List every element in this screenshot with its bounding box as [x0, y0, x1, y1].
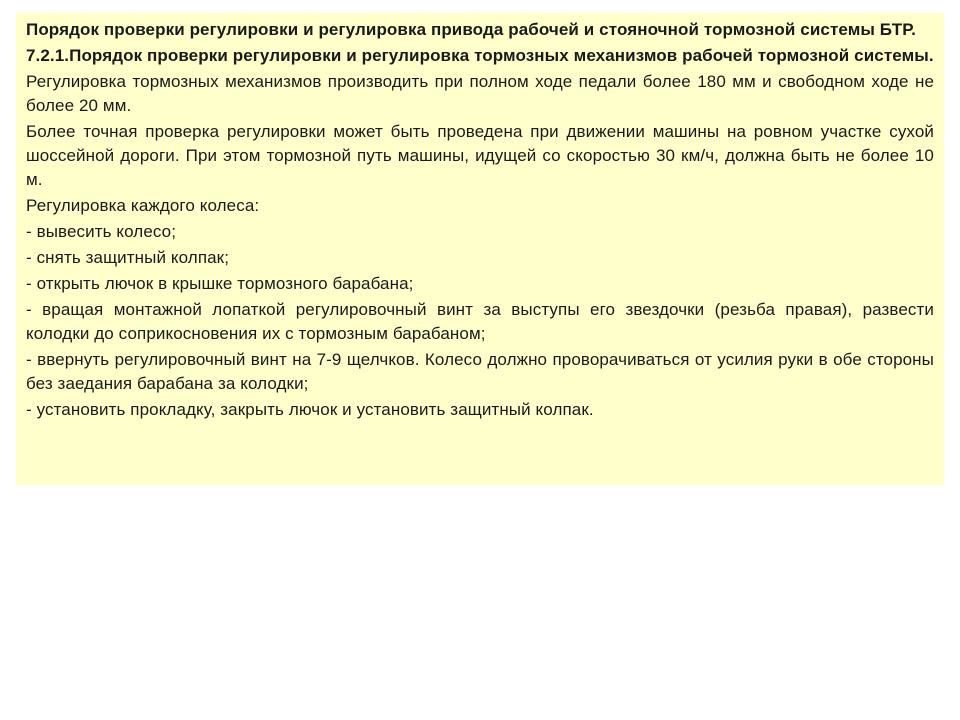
- list-item: - открыть лючок в крышке тормозного барабана;: [26, 274, 414, 293]
- text-box: [16, 13, 944, 485]
- paragraph-road-check: Более точная проверка регулировки может быть проведена при движении машины на ровном участке сухой шоссейной дороги. При этом тормозной путь машины, идущей со скоростью 30 км/ч, должна быть не более 10 м.: [26, 122, 934, 189]
- paragraph-pedal-travel: Регулировка тормозных механизмов производить при полном ходе педали более 180 мм и свободном ходе не более 20 мм.: [26, 72, 934, 115]
- list-item: - установить прокладку, закрыть лючок и установить защитный колпак.: [26, 400, 594, 419]
- paragraph-wheel-adjust: Регулировка каждого колеса:: [26, 196, 260, 215]
- list-item: - вывесить колесо;: [26, 222, 177, 241]
- list-item: - снять защитный колпак;: [26, 248, 230, 267]
- list-item: - вращая монтажной лопаткой регулировочный винт за выступы его звездочки (резьба правая), развести колодки до соприкосновения их с тормозным барабаном;: [26, 300, 934, 343]
- heading-section: 7.2.1.Порядок проверки регулировки и регулировка тормозных механизмов рабочей тормозной системы.: [26, 46, 934, 65]
- heading-main: Порядок проверки регулировки и регулировка привода рабочей и стояночной тормозной системы БТР.: [26, 20, 916, 39]
- list-item: - ввернуть регулировочный винт на 7-9 щелчков. Колесо должно проворачиваться от усилия руки в обе стороны без заедания барабана за колодки;: [26, 350, 934, 393]
